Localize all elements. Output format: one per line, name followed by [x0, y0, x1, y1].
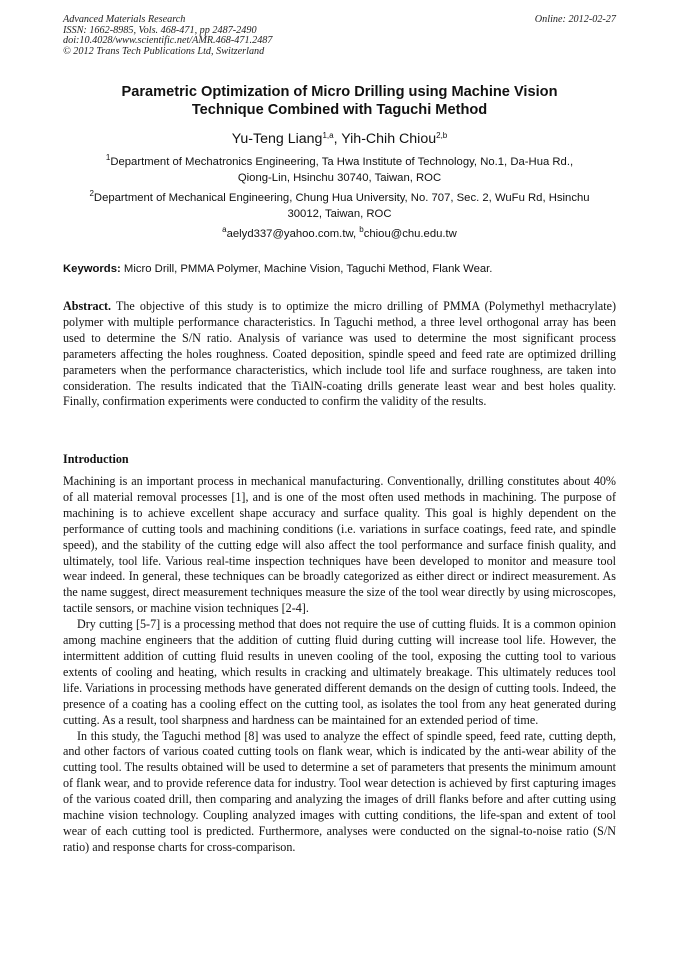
- author-list: [63, 131, 616, 148]
- author-emails: [63, 227, 616, 242]
- affiliation-1: [63, 155, 616, 186]
- title-line-1: Parametric Optimization of Micro Drilling using Machine Vision: [121, 84, 558, 100]
- intro-paragraph-1: Machining is an important process in mechanical manufacturing. Conventionally, drilling constitutes about 40% of all material removal processes [1], and is one of the most often used methods in machining. The purpose of machining is to achieve excellent shape accuracy and surface quality. This goal is highly dependent on the performance of cutting tools and machining conditions (i.e. variations in surface coatings, feed rate, and spindle speed), and the stability of the cutting edge will also affect the tool performance and surface finish quality, and ultimately, tool life. Various real-time inspection techniques have been developed to monitor and measure tool wear indeed. In general, these techniques can be broadly categorized as either direct or indirect measurement. As the name suggest, direct measurement techniques measure the size of the tool wear directly by using microscopes, tactile sensors, or machine vision techniques [2-4].: [63, 474, 616, 616]
- keywords-label: Keywords:: [63, 263, 121, 275]
- author-1-affil: 1,a: [322, 131, 334, 140]
- keywords: [63, 262, 616, 277]
- author-1: Yu-Teng Liang: [231, 131, 323, 147]
- author-separator: ,: [333, 131, 342, 147]
- paper-title: [63, 84, 616, 119]
- author-2-affil: 2,b: [436, 131, 448, 140]
- title-line-2: Technique Combined with Taguchi Method: [191, 101, 488, 118]
- affiliation-1-line-2: Qiong-Lin, Hsinchu 30740, Taiwan, ROC: [237, 171, 442, 184]
- affiliation-1-marker: 1: [105, 153, 111, 162]
- affiliation-1-line-1: Department of Mechatronics Engineering, Ta Hwa Institute of Technology, No.1, Da-Hua Rd.,: [110, 156, 574, 168]
- email-a[interactable]: aelyd337@yahoo.com.tw: [226, 228, 353, 240]
- publication-header: [63, 15, 616, 57]
- affiliation-2-line-1: Department of Mechanical Engineering, Chung Hua University, No. 707, Sec. 2, WuFu Rd, Hsinchu: [93, 192, 590, 204]
- email-b[interactable]: chiou@chu.edu.tw: [363, 228, 457, 240]
- section-heading-introduction: Introduction: [63, 452, 129, 466]
- abstract: [63, 299, 616, 410]
- copyright-line: © 2012 Trans Tech Publications Ltd, Switzerland: [63, 45, 265, 57]
- email-a-marker: a: [222, 225, 227, 234]
- affiliation-2-line-2: 30012, Taiwan, ROC: [287, 207, 392, 220]
- keywords-text: Micro Drill, PMMA Polymer, Machine Vision, Taguchi Method, Flank Wear.: [120, 263, 493, 275]
- journal-name: Advanced Materials Research: [63, 14, 186, 25]
- affiliation-2-marker: 2: [89, 189, 94, 198]
- issn-line: ISSN: 1662-8985, Vols. 468-471, pp 2487-2490: [63, 24, 257, 36]
- abstract-label: Abstract.: [63, 299, 112, 313]
- doi-line[interactable]: doi:10.4028/www.scientific.net/AMR.468-471.2487: [63, 35, 273, 46]
- intro-paragraph-2: Dry cutting [5-7] is a processing method that does not require the use of cutting fluids. It is a common opinion among machine engineers that the addition of cutting fluid during cutting will increase tool life. However, the intermittent addition of cutting fluid results in uneven cooling of the tool, exposing the cutting tool to various extents of cooling and heating, which results in cracking and ultimately breakage. This ultimately reduces tool life. Variations in processing methods have generated different demands on the design of cutting tools. Indeed, the presence of a coating has a cooling effect on the cutting tool, as isolates the tool from any heat generated during cutting. As a result, tool sharpness and hardness can be maintained for an extended period of time.: [63, 617, 616, 727]
- introduction-body: [63, 474, 616, 856]
- online-date: Online: 2012-02-27: [534, 14, 616, 25]
- affiliation-2: [63, 191, 616, 222]
- email-b-marker: b: [359, 225, 364, 234]
- abstract-text: The objective of this study is to optimize the micro drilling of PMMA (Polymethyl methacrylate) polymer with multiple performance characteristics. In Taguchi method, a three level orthogonal array has been used to determine the S/N ratio. Analysis of variance was used to determine the most significant process parameters affecting the holes roughness. Coated deposition, spindle speed and feed rate are optimized drilling parameters when the performance characteristics, which include tool life and surface roughness, are taken into consideration. The results indicated that the TiAlN-coating drills generate least wear and best holes quality. Finally, confirmation experiments were conducted to confirm the validity of the results.: [63, 299, 616, 409]
- author-2: Yih-Chih Chiou: [341, 131, 437, 147]
- email-separator: ,: [353, 228, 360, 240]
- intro-paragraph-3: In this study, the Taguchi method [8] was used to analyze the effect of spindle speed, feed rate, cutting depth, and other factors of various coated cutting tools on flank wear, which is indicated by the anti-wear ability of the cutting tool. The results obtained will be used to determine a set of parameters that presents the minimum amount of flank wear, and to provide reference data for industry. Tool wear detection is achieved by first capturing images of the various coated drill, then comparing and analyzing the images of drill flanks before and after cutting using machine vision technology. Coupling analyzed images with cutting conditions, the life-span and extent of tool wear of each cutting tool is predicted. Furthermore, analyses were conducted on the signal-to-noise ratio (S/N ratio) and response charts for cross-comparison.: [63, 728, 616, 854]
